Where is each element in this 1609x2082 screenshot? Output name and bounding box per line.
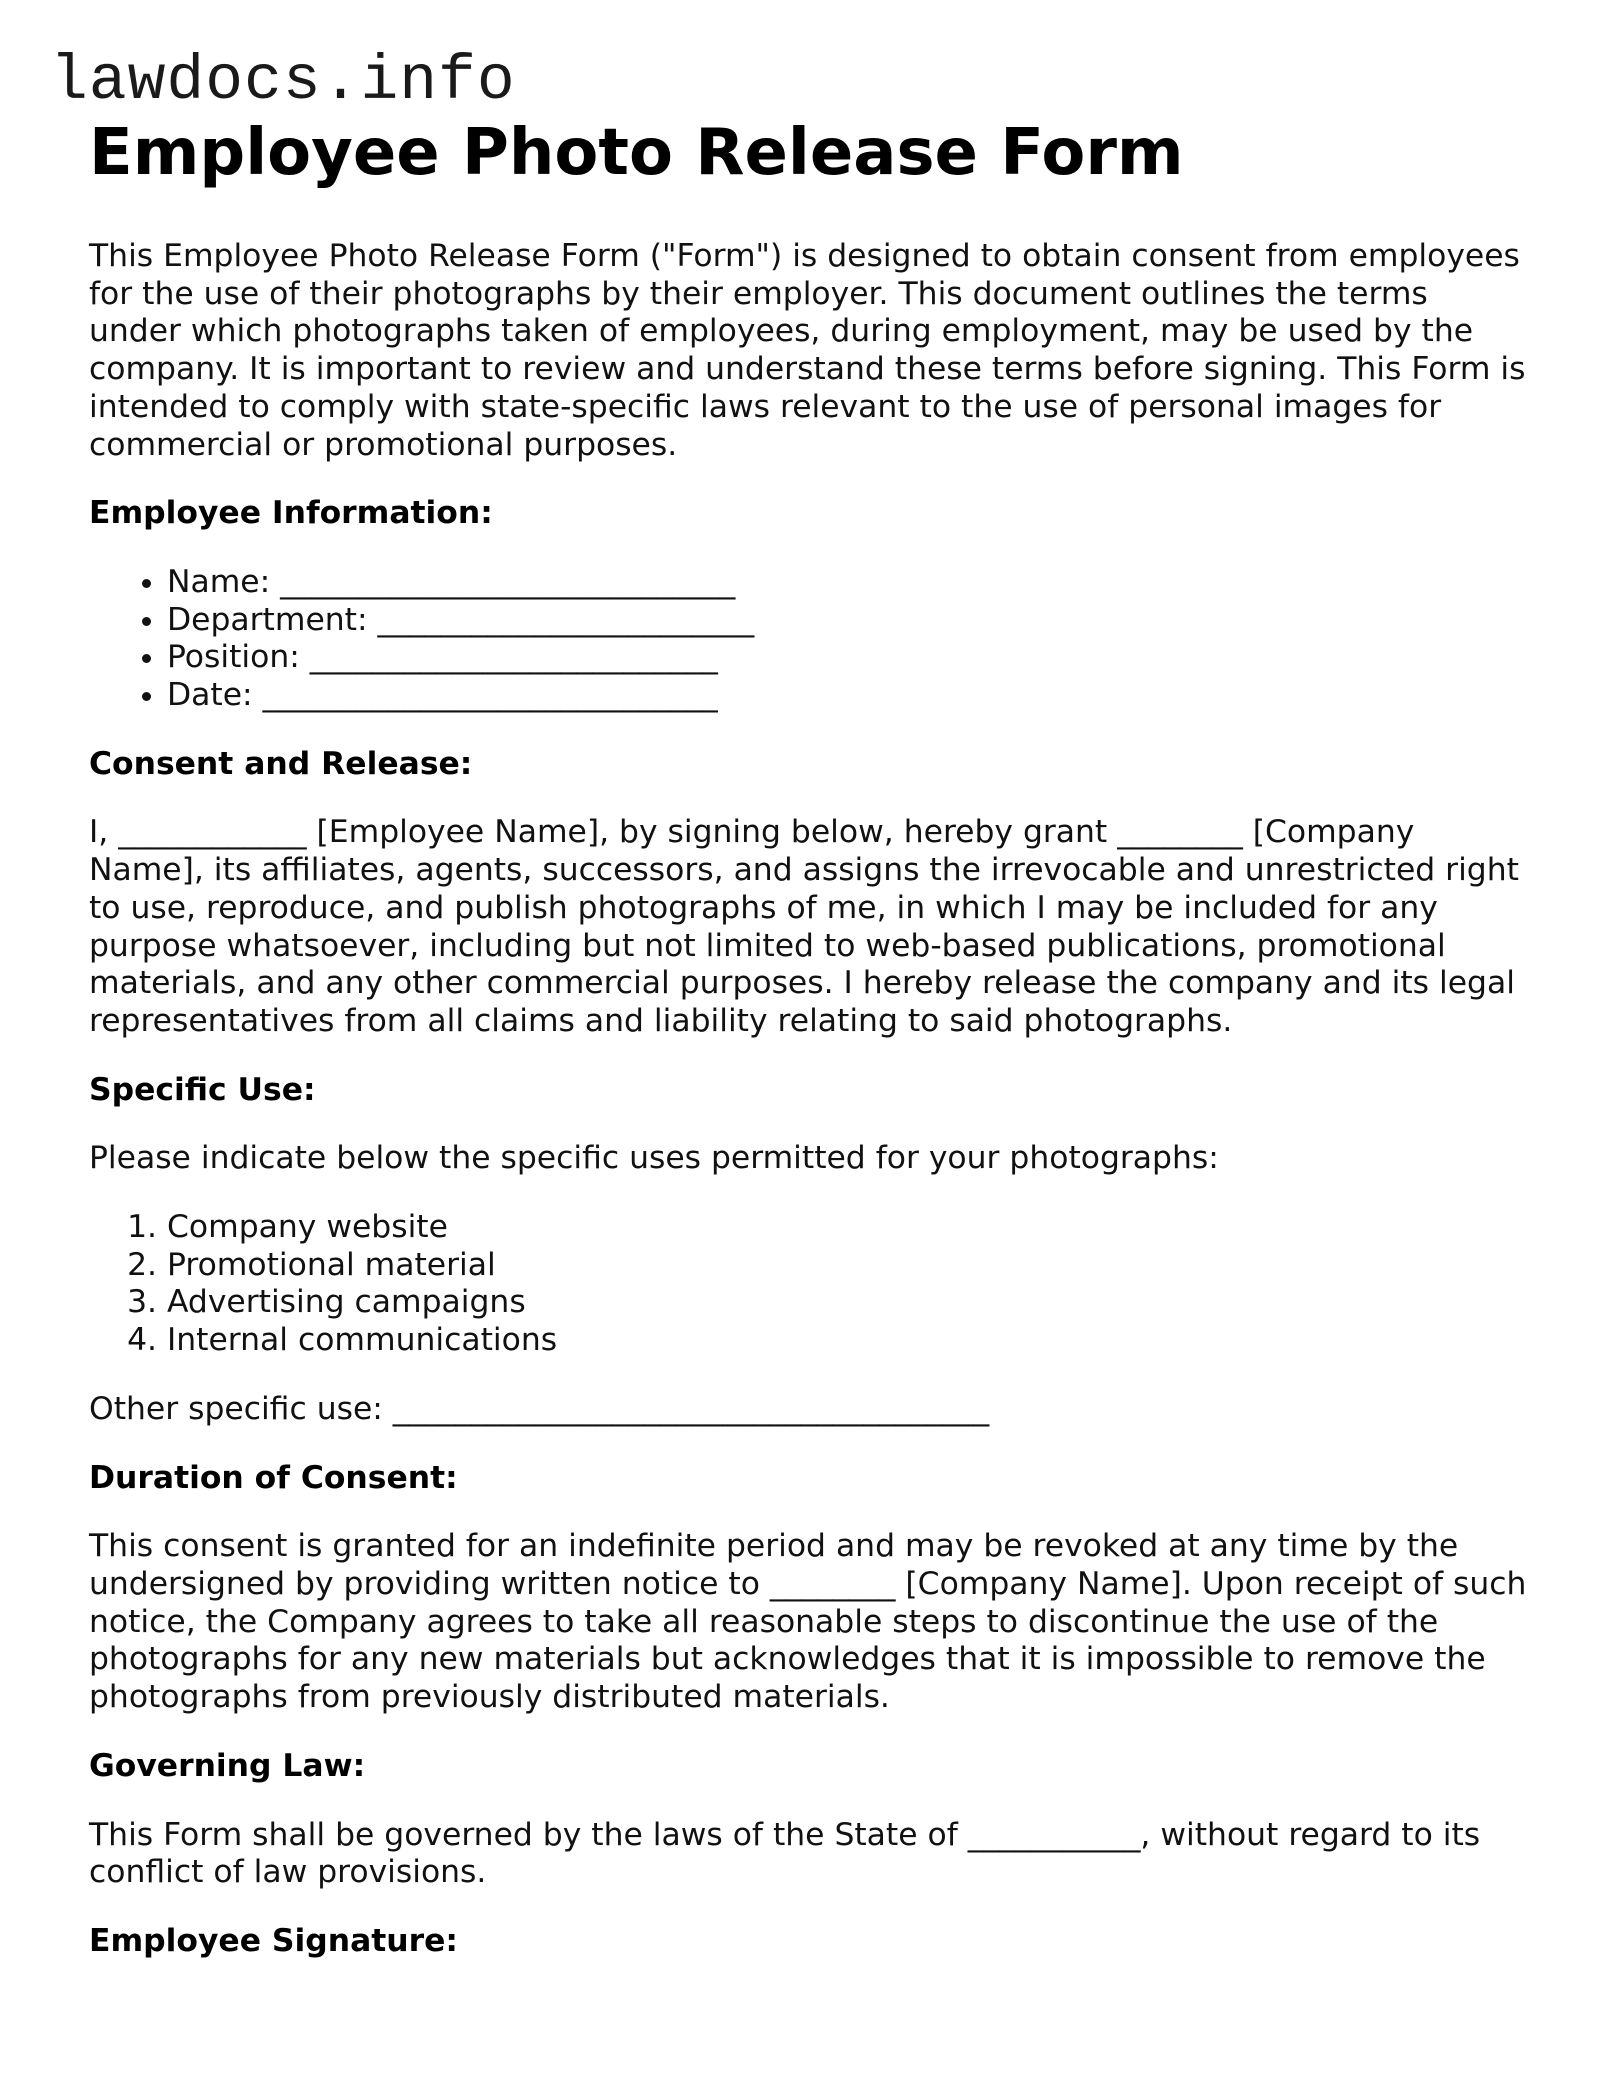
document-body xyxy=(89,108,1529,1961)
intro-paragraph: This Employee Photo Release Form ("Form") is designed to obtain consent from employees for the use of their photographs by their employer. This document outlines the terms under which photographs taken of employees, during employment, may be used by the company. It is important to review and understand these terms before signing. This Form is intended to comply with state-specific laws relevant to the use of personal images for commercial or promotional purposes. xyxy=(89,238,1526,463)
use-item-advertising-campaigns: 3. Advertising campaigns xyxy=(167,1284,1529,1322)
duration-heading: Duration of Consent: xyxy=(89,1459,458,1496)
use-item-internal-communications: 4. Internal communications xyxy=(167,1322,1529,1360)
governing-law-heading: Governing Law: xyxy=(89,1747,366,1784)
document-title: Employee Photo Release Form xyxy=(89,116,1184,190)
name-field[interactable]: • Name: _____________________________ xyxy=(167,564,1529,602)
use-item-promotional-material: 2. Promotional material xyxy=(167,1247,1529,1285)
governing-law-paragraph: This Form shall be governed by the laws of the State of ___________, without regard to its conflict of law provisions. xyxy=(89,1816,1481,1891)
employee-signature-heading: Employee Signature: xyxy=(89,1922,458,1959)
duration-paragraph: This consent is granted for an indefinite period and may be revoked at any time by the undersigned by providing written notice to ________ [Company Name]. Upon receipt of such notice, the Company agrees to take all reasonable steps to discontinue the use of the photographs for any new materials but acknowledges that it is impossible to remove the photographs from previously distributed materials. xyxy=(89,1528,1527,1716)
specific-use-list xyxy=(89,1209,1529,1360)
department-field[interactable]: • Department: ________________________ xyxy=(167,602,1529,640)
position-field[interactable]: • Position: __________________________ xyxy=(167,639,1529,677)
site-logo-text: lawdocs.info xyxy=(50,46,516,117)
employee-info-heading: Employee Information: xyxy=(89,495,493,532)
consent-heading: Consent and Release: xyxy=(89,745,473,782)
other-use-field[interactable]: Other specific use: ______________________________________ xyxy=(89,1390,990,1427)
consent-paragraph: I, ____________ [Employee Name], by signing below, hereby grant ________ [Company Name], its affiliates, agents, successors, and assigns the irrevocable and unrestricted right to use, reproduce, and publish photographs of me, in which I may be included for any purpose whatsoever, including but not limited to web-based publications, promotional materials, and any other commercial purposes. I hereby release the company and its legal representatives from all claims and liability relating to said photographs. xyxy=(89,814,1519,1039)
date-field[interactable]: • Date: _____________________________ xyxy=(167,677,1529,715)
employee-info-list xyxy=(89,564,1529,715)
use-item-company-website: 1. Company website xyxy=(167,1209,1529,1247)
specific-use-heading: Specific Use: xyxy=(89,1071,316,1108)
specific-use-instruction: Please indicate below the specific uses permitted for your photographs: xyxy=(89,1140,1219,1177)
